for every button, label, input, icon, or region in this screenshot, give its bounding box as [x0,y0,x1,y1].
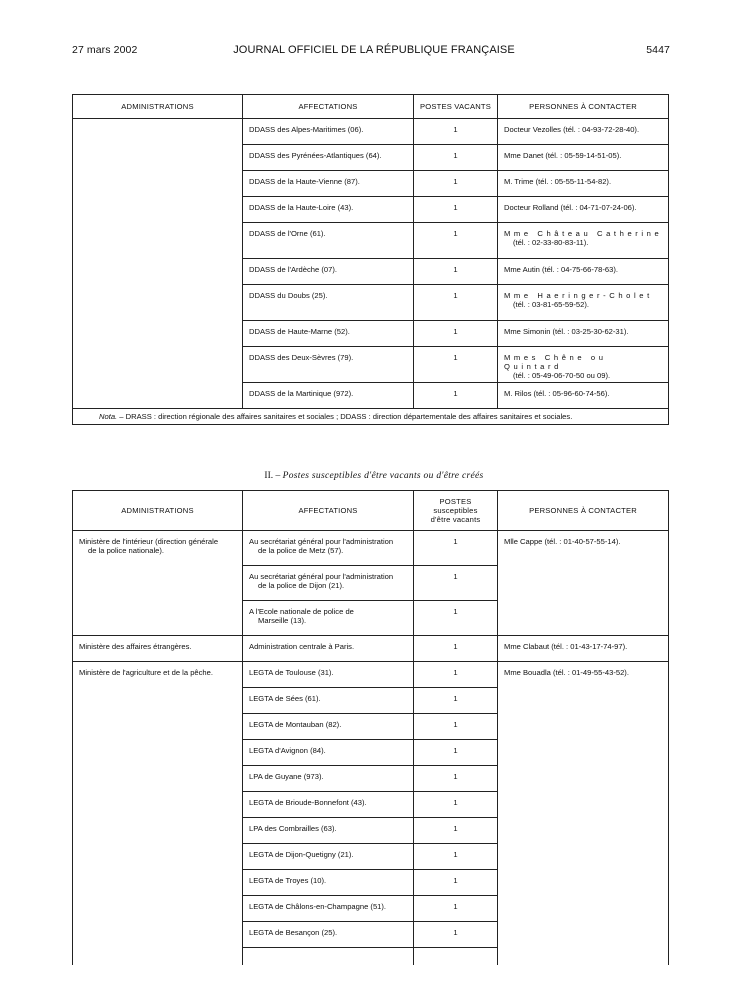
vacancy-count-cell: 1 [414,662,498,688]
affectation-text-cont: Marseille (13). [258,616,307,626]
col-postes-susceptibles [414,491,498,531]
administration-cell [73,531,243,636]
administration-cell [73,636,243,662]
contact-cell: Mlle Cappe (tél. : 01-40-57-55-14). [498,531,669,636]
contact-cell [498,223,669,259]
vacancy-count-cell: 1 [414,601,498,636]
contact-cell [498,119,669,145]
affectation-cell: DDASS des Deux-Sèvres (79). [243,347,414,383]
vacancy-count-cell: 1 [414,223,498,259]
vacancy-count-cell: 1 [414,145,498,171]
journal-title: JOURNAL OFFICIEL DE LA RÉPUBLIQUE FRANÇAISE [233,44,515,56]
table-row [73,662,669,688]
affectation-cell [243,870,414,896]
affectation-text: LEGTA de Châlons-en-Champagne (51). [249,902,387,911]
affectation-cell [243,766,414,792]
contact-name: Mmes Chêne ou Quintard [504,353,607,372]
affectation-text: LEGTA d'Avignon (84). [249,746,326,755]
administration-cell [73,662,243,948]
affectation-text: LEGTA de Troyes (10). [249,876,327,885]
col-personnes: PERSONNES À CONTACTER [498,491,669,531]
vacancy-count-cell: 1 [414,197,498,223]
vacancy-count-cell: 1 [414,171,498,197]
affectation-text: LEGTA de Besançon (25). [249,928,338,937]
section-heading [0,471,748,481]
affectation-cell [243,566,414,601]
affectation-text: Au secrétariat général pour l'administration [249,572,394,581]
affectation-cell [243,922,414,948]
page-number: 5447 [646,44,670,56]
col-affectations: AFFECTATIONS [243,491,414,531]
vacancy-count-cell: 1 [414,740,498,766]
table-row [73,531,669,566]
vacancy-count-cell: 1 [414,896,498,922]
contact-phone: (tél. : 05-49-06-70-50 ou 09). [513,371,611,381]
contact-cell [498,321,669,347]
contact-cell [498,285,669,321]
section-number: II. – [264,471,281,481]
affectation-cell [243,601,414,636]
affectation-cell [243,792,414,818]
affectation-cell [243,688,414,714]
vacancy-count-cell: 1 [414,818,498,844]
contact-cell [498,347,669,383]
contact-name: M. Rilos (tél. : 05-96-60-74-56). [504,389,610,398]
affectation-cell: DDASS de la Haute-Vienne (87). [243,171,414,197]
vacancy-count-cell: 1 [414,531,498,566]
table-row-continued [73,948,669,965]
vacancy-count-cell: 1 [414,383,498,409]
vacancy-count-cell: 1 [414,844,498,870]
vacancy-count-cell: 1 [414,636,498,662]
affectation-text-cont: de la police de Dijon (21). [258,581,345,591]
contact-name: Mme Autin (tél. : 04-75-66-78-63). [504,265,618,274]
contact-cell [498,259,669,285]
affectation-cell: DDASS de l'Orne (61). [243,223,414,259]
vacancy-count-cell: 1 [414,792,498,818]
table-note [73,409,669,425]
affectation-cell: DDASS du Doubs (25). [243,285,414,321]
vacancy-count-cell: 1 [414,714,498,740]
affectation-text: LPA des Combrailles (63). [249,824,337,833]
contact-cell: Mme Bouadla (tél. : 01-49-55-43-52). [498,662,669,948]
note-label: Nota. [99,412,118,421]
header-date: 27 mars 2002 [72,44,138,56]
col-administrations: ADMINISTRATIONS [73,95,243,119]
administration-cell [73,948,243,965]
contact-cell [498,383,669,409]
contact-phone: (tél. : 03-81-65-59-52). [513,300,589,310]
contact-cell [498,948,669,965]
vacancy-count-cell: 1 [414,285,498,321]
table-row [73,119,669,145]
affectation-text: LEGTA de Sées (61). [249,694,321,703]
vacancy-count-cell: 1 [414,566,498,601]
affectation-text: Au secrétariat général pour l'administration [249,537,394,546]
affectation-text: LPA de Guyane (973). [249,772,324,781]
affectation-text: LEGTA de Montauban (82). [249,720,342,729]
contact-name: M. Trime (tél. : 05-55-11-54-82). [504,177,612,186]
vacant-posts-table [72,94,669,425]
administration-name-cont: de la police nationale). [88,546,164,556]
col-personnes: PERSONNES À CONTACTER [498,95,669,119]
contact-cell [498,145,669,171]
affectation-cell [243,714,414,740]
table-body [73,119,669,409]
administrations-cell [73,119,243,409]
affectation-cell [243,740,414,766]
affectation-cell: DDASS des Alpes-Maritimes (06). [243,119,414,145]
contact-name: Docteur Rolland (tél. : 04-71-07-24-06). [504,203,637,212]
section-title: Postes susceptibles d'être vacants ou d'être créés [282,471,484,481]
vacancy-count-cell: 1 [414,766,498,792]
affectation-cell [243,531,414,566]
affectation-cell [243,662,414,688]
col-postes-line: susceptibles [433,505,478,515]
col-administrations: ADMINISTRATIONS [73,491,243,531]
affectation-cell: DDASS des Pyrénées-Atlantiques (64). [243,145,414,171]
col-postes-line: POSTES [439,496,472,506]
col-postes-line: d'être vacants [430,515,481,525]
affectation-text: LEGTA de Dijon-Quetigny (21). [249,850,354,859]
administration-name: Ministère de l'agriculture et de la pêche. [79,668,213,677]
affectation-cell: DDASS de la Haute-Loire (43). [243,197,414,223]
contact-cell [498,197,669,223]
table-header-row [73,491,669,531]
affectation-text: LEGTA de Toulouse (31). [249,668,334,677]
vacancy-count-cell: 1 [414,259,498,285]
affectation-text: Administration centrale à Paris. [249,642,355,651]
affectation-text: A l'Ecole nationale de police de [249,607,354,616]
affectation-text: LEGTA de Brioude-Bonnefont (43). [249,798,367,807]
affectation-cell [243,896,414,922]
vacancy-count-cell: 1 [414,119,498,145]
affectation-cell [243,636,414,662]
contact-cell [498,171,669,197]
contact-cell: Mme Clabaut (tél. : 01-43-17-74-97). [498,636,669,662]
affectation-text-cont: de la police de Metz (57). [258,546,344,556]
affectation-cell [243,844,414,870]
contact-phone: (tél. : 02-33-80-83-11). [513,238,589,248]
vacancy-count-cell: 1 [414,347,498,383]
table-row [73,636,669,662]
vacancy-count-cell: 1 [414,870,498,896]
table-header-row [73,95,669,119]
table-body [73,531,669,965]
contact-name: Mme Château Catherine [504,229,663,238]
affectation-cell [243,948,414,965]
note-text: – DRASS : direction régionale des affaires sanitaires et sociales ; DDASS : direction départementale des affaires sanitaires et sociales. [117,412,573,421]
affectation-cell: DDASS de Haute-Marne (52). [243,321,414,347]
contact-name: Mme Danet (tél. : 05-59-14-51-05). [504,151,622,160]
administration-name: Ministère des affaires étrangères. [79,642,192,651]
contact-name: Mme Haeringer-Cholet [504,291,653,300]
vacancy-count-cell: 1 [414,688,498,714]
vacancy-count-cell [414,948,498,965]
vacancy-count-cell: 1 [414,321,498,347]
table-note-row [73,409,669,425]
affectation-cell [243,818,414,844]
col-postes-vacants: POSTES VACANTS [414,95,498,119]
administration-name: Ministère de l'intérieur (direction générale [79,537,219,546]
contact-name: Docteur Vezolles (tél. : 04-93-72-28-40). [504,125,640,134]
contact-name: Mme Simonin (tél. : 03-25-30-62-31). [504,327,629,336]
possible-posts-table [72,490,669,965]
col-affectations: AFFECTATIONS [243,95,414,119]
affectation-cell: DDASS de l'Ardèche (07). [243,259,414,285]
affectation-cell: DDASS de la Martinique (972). [243,383,414,409]
vacancy-count-cell: 1 [414,922,498,948]
